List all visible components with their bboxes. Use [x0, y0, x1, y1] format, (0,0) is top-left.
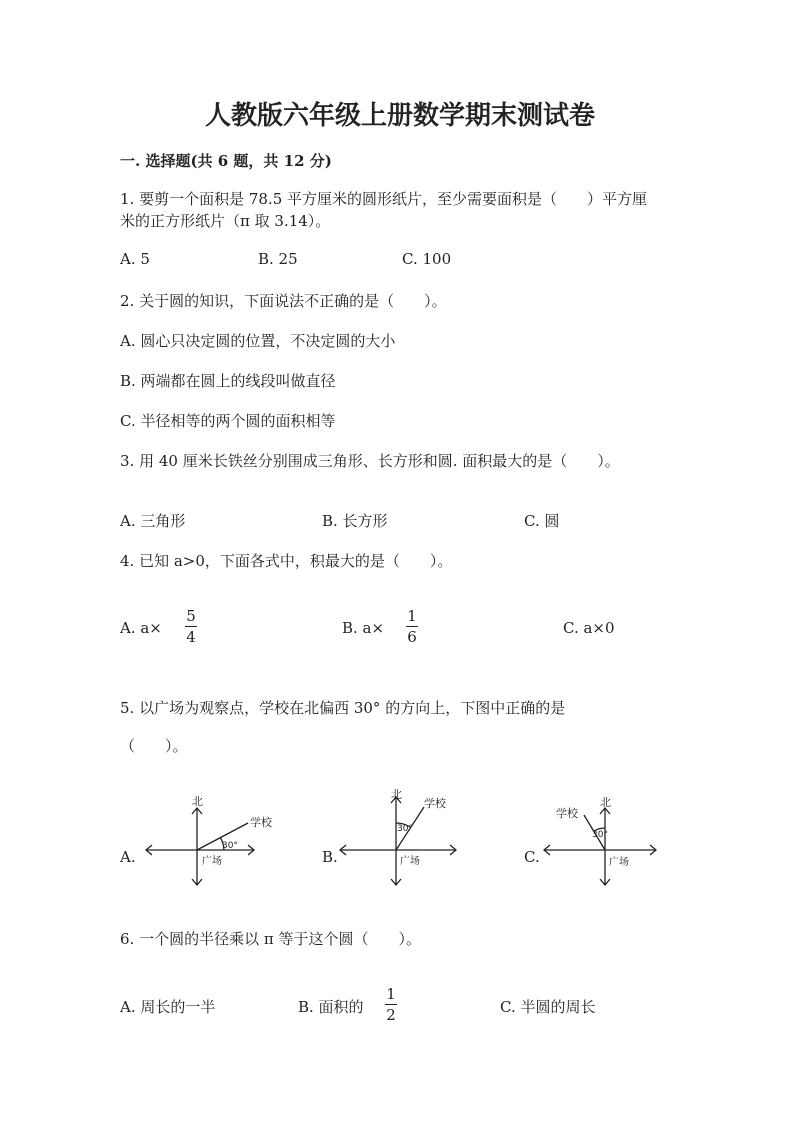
- fraction-numerator: 5: [186, 607, 196, 625]
- square-label: 广场: [202, 856, 222, 867]
- fraction-denominator: 2: [386, 1006, 396, 1024]
- q2-stem: 2. 关于圆的知识，下面说法不正确的是（ ）。: [120, 292, 447, 310]
- q5-stem-line1: 5. 以广场为观察点，学校在北偏西 30° 的方向上，下图中正确的是: [120, 699, 566, 717]
- north-label: 北: [192, 795, 203, 808]
- angle-label: 30°: [397, 824, 413, 834]
- square-label: 广场: [609, 857, 629, 868]
- fraction-numerator: 1: [407, 607, 417, 625]
- school-label: 学校: [556, 807, 578, 820]
- north-label: 北: [391, 788, 402, 801]
- q4-fraction-a: [185, 607, 197, 646]
- angle-label: 30°: [592, 830, 608, 840]
- q5-diagram-a: [140, 790, 300, 890]
- q3-option-a: A. 三角形: [120, 512, 186, 530]
- fraction-bar: [185, 626, 197, 627]
- q5-diagram-b: [336, 785, 476, 890]
- q1-option-c: C. 100: [402, 250, 452, 268]
- school-label: 学校: [250, 816, 272, 829]
- q6-option-a: A. 周长的一半: [120, 998, 216, 1016]
- q5-diagram-c: [540, 790, 670, 890]
- q5-option-a-label: A.: [120, 848, 136, 866]
- q6-stem: 6. 一个圆的半径乘以 π 等于这个圆（ ）。: [120, 930, 421, 948]
- q5-stem-line2: （ ）。: [120, 737, 188, 755]
- fraction-numerator: 1: [386, 985, 396, 1003]
- angle-label: 30°: [222, 841, 238, 851]
- q3-option-c: C. 圆: [524, 512, 560, 530]
- q3-stem: 3. 用 40 厘米长铁丝分别围成三角形、长方形和圆. 面积最大的是（ ）。: [120, 452, 620, 470]
- square-label: 广场: [400, 856, 420, 867]
- q3-option-b: B. 长方形: [322, 512, 388, 530]
- q6-option-b: B. 面积的: [298, 998, 364, 1016]
- school-label: 学校: [424, 797, 446, 810]
- fraction-bar: [385, 1004, 397, 1005]
- q5-option-c-label: C.: [524, 848, 540, 866]
- q1-stem-line2: 米的正方形纸片（π 取 3.14）。: [120, 212, 331, 230]
- q4-fraction-b: [406, 607, 418, 646]
- fraction-denominator: 6: [407, 628, 417, 646]
- q1-option-b: B. 25: [258, 250, 298, 268]
- q2-option-a: A. 圆心只决定圆的位置，不决定圆的大小: [120, 332, 396, 350]
- q1-stem-line1: 1. 要剪一个面积是 78.5 平方厘米的圆形纸片，至少需要面积是（ ）平方厘: [120, 190, 648, 208]
- page-title: 人教版六年级上册数学期末测试卷: [204, 101, 595, 131]
- q1-option-a: A. 5: [120, 250, 150, 268]
- q4-option-a: A. a×: [120, 619, 162, 637]
- q2-option-b: B. 两端都在圆上的线段叫做直径: [120, 372, 336, 390]
- fraction-denominator: 4: [186, 628, 196, 646]
- q2-option-c: C. 半径相等的两个圆的面积相等: [120, 412, 336, 430]
- north-label: 北: [600, 796, 611, 809]
- fraction-bar: [406, 626, 418, 627]
- q4-stem: 4. 已知 a>0，下面各式中，积最大的是（ ）。: [120, 552, 453, 570]
- q6-fraction-b: [385, 985, 397, 1024]
- q4-option-c: C. a×0: [563, 619, 615, 637]
- q4-option-b: B. a×: [342, 619, 385, 637]
- q6-option-c: C. 半圆的周长: [500, 998, 596, 1016]
- q5-option-b-label: B.: [322, 848, 338, 866]
- section-heading: 一. 选择题(共 6 题，共 12 分): [120, 152, 332, 170]
